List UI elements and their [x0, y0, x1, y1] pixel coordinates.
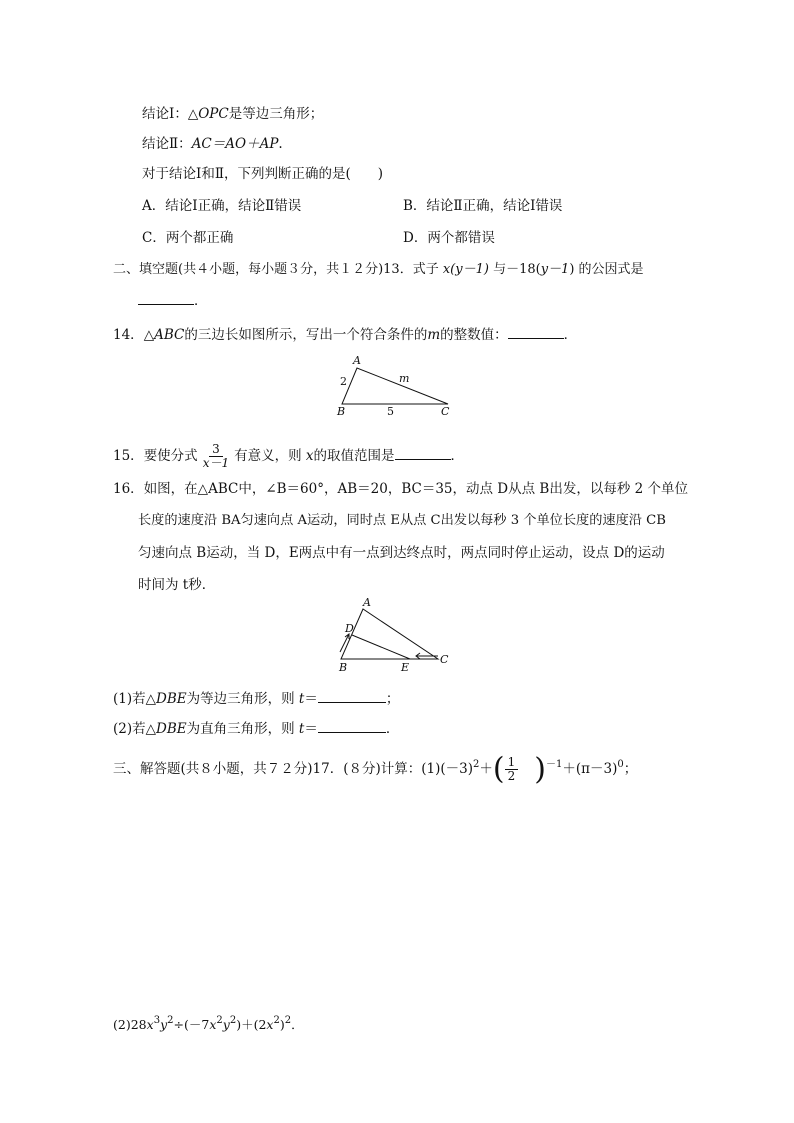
- conclusion-1: [142, 105, 323, 123]
- q13-answer-line: [138, 290, 208, 310]
- q17-plus: ＋: [479, 761, 493, 777]
- q16-sub1-var: DBE: [156, 691, 187, 707]
- q16-sub1: [113, 688, 399, 708]
- q16-sub2: [113, 718, 399, 738]
- q17-exponent: －1: [545, 759, 563, 770]
- q14-triangle: [342, 368, 448, 404]
- q13-expr1: x(y－1): [442, 262, 489, 277]
- triangle-symbol: △: [143, 327, 155, 343]
- section3-header: 三、解答题(共８小题，共７２分): [113, 761, 313, 777]
- q16-sub1-blank[interactable]: [318, 688, 386, 703]
- q15-var: x: [305, 448, 314, 464]
- q16-label-e: E: [401, 661, 410, 674]
- q14-label-b: B: [337, 405, 346, 418]
- q17-frac-den: 2: [507, 769, 516, 783]
- q17p2-div: ÷(－7: [173, 1017, 210, 1032]
- option-a: A．结论Ⅰ正确，结论Ⅱ错误: [142, 198, 302, 214]
- q16-sub1-t: t: [298, 691, 305, 707]
- q17-fraction: [505, 756, 519, 783]
- q15-blank[interactable]: [395, 445, 451, 460]
- q16-segment-de: [352, 635, 410, 659]
- q17p2-y1: y: [160, 1017, 168, 1032]
- q17p2-x1: x: [146, 1017, 154, 1032]
- q14-side-ab: 2: [340, 375, 347, 388]
- q17p2-x3: x: [266, 1017, 274, 1032]
- q14-side-ac: m: [399, 372, 410, 385]
- q17-right-paren: ): [534, 751, 546, 787]
- q15-text-a: 要使分式: [143, 448, 198, 464]
- q15-number: 15．: [113, 448, 144, 464]
- q16-label-d: D: [345, 622, 354, 635]
- q16-line1: [113, 480, 688, 498]
- q17p2-x1-exp: 3: [153, 1015, 161, 1026]
- q16-sub2-t: t: [298, 721, 305, 737]
- section3-line: [113, 750, 638, 787]
- q17p2-end: ．: [291, 1017, 304, 1032]
- q17p2-y1-exp: 2: [167, 1015, 174, 1026]
- q15-text-b: 有意义，则: [234, 448, 306, 464]
- q16-line4: 时间为 t秒．: [138, 577, 216, 593]
- section2-line: [113, 261, 644, 279]
- q17p2-close: ): [279, 1017, 285, 1032]
- q16-sub1-end: ；: [385, 691, 400, 707]
- q16-triangle: [341, 609, 438, 659]
- q13-mid: 与－18(: [488, 262, 541, 277]
- q14-blank[interactable]: [508, 324, 564, 339]
- q13-expr2: y－1: [540, 262, 570, 277]
- q17-part2: [113, 1012, 304, 1034]
- q17p2-x3-exp: 2: [273, 1015, 280, 1026]
- q15-frac-num: 3: [209, 443, 223, 457]
- q15-text-c: 的取值范围是: [313, 448, 395, 464]
- conclusion-2-end: .: [278, 136, 283, 152]
- q13-prefix: 13．式子: [383, 262, 443, 277]
- q17p2-outer-exp: 2: [284, 1015, 292, 1026]
- q17p2-x2-exp: 2: [216, 1015, 223, 1026]
- q17-end: ；: [623, 761, 638, 777]
- q17p2-mid: )＋(2: [236, 1017, 267, 1032]
- q13-end: ．: [194, 293, 208, 309]
- q17p2-prefix: (2)28: [113, 1017, 147, 1032]
- q16-triangle-figure: [330, 595, 460, 680]
- option-d: D．两个都错误: [403, 230, 495, 246]
- q15-line: [113, 441, 464, 471]
- conclusion-1-label: 结论Ⅰ：: [142, 106, 188, 122]
- q16-label-c: C: [440, 653, 449, 666]
- conclusion-2-label: 结论Ⅱ：: [142, 136, 192, 152]
- q14-number: 14．: [113, 327, 144, 343]
- q16-sub2-end: ．: [385, 721, 400, 737]
- conclusion-2: [142, 135, 283, 153]
- q16-line3: 匀速向点 B运动，当 D，E两点中有一点到达终点时，两点同时停止运动，设点 D的运动: [138, 545, 665, 561]
- conclusion-question: 对于结论Ⅰ和Ⅱ，下列判断正确的是( ): [142, 166, 384, 182]
- q17p2-y2: y: [222, 1017, 230, 1032]
- q14-line: [113, 324, 577, 344]
- q14-side-bc: 5: [387, 405, 394, 418]
- q17-prefix: 17．(８分)计算：(1)(－3): [312, 761, 474, 777]
- q15-end: ．: [450, 448, 465, 464]
- q16-text-1: 如图，在△ABC中，∠B＝60°，AB＝20，BC＝35，动点 D从点 B出发，以每秒 2 个单位: [143, 481, 689, 497]
- option-b: B．结论Ⅱ正确，结论Ⅰ错误: [403, 198, 563, 214]
- q17p2-y2-exp: 2: [229, 1015, 237, 1026]
- q13-blank[interactable]: [138, 290, 194, 305]
- q16-sub2-a: (2)若△: [113, 721, 157, 737]
- option-c: C．两个都正确: [142, 230, 234, 246]
- q14-end: ．: [563, 327, 578, 343]
- q16-sub2-blank[interactable]: [318, 718, 386, 733]
- q17-frac-num: 1: [505, 756, 519, 770]
- q16-line2: 长度的速度沿 BA匀速向点 A运动，同时点 E从点 C出发以每秒 3 个单位长度的速度沿 CB: [138, 513, 666, 528]
- conclusion-1-text: 是等边三角形；: [228, 106, 324, 122]
- conclusion-1-var: OPC: [198, 106, 229, 122]
- q17-left-paren: (: [492, 751, 505, 787]
- q14-var: ABC: [154, 327, 185, 343]
- q16-sub2-var: DBE: [156, 721, 187, 737]
- q17-square: 2: [473, 759, 480, 770]
- q16-sub2-eq: ＝: [304, 721, 318, 737]
- q17p2-x2: x: [209, 1017, 217, 1032]
- q16-sub1-a: (1)若△: [113, 691, 157, 707]
- q14-label-a: A: [353, 354, 361, 367]
- q14-text: 的三边长如图所示，写出一个符合条件的: [184, 327, 428, 343]
- q17-tail: ＋(π－3): [562, 761, 618, 777]
- q16-label-b: B: [339, 661, 348, 674]
- q15-frac-den: x－1: [202, 456, 230, 470]
- section2-header: 二、填空题(共４小题，每小题３分，共１２分): [113, 262, 384, 277]
- q16-number: 16．: [113, 481, 144, 497]
- q14-triangle-figure: [325, 352, 465, 422]
- q16-sub2-b: 为直角三角形，则: [186, 721, 299, 737]
- q16-label-a: A: [363, 596, 371, 609]
- q15-fraction: [200, 443, 232, 470]
- q13-suffix: ) 的公因式是: [569, 262, 644, 277]
- q14-text-c: 的整数值：: [440, 327, 508, 343]
- conclusion-2-formula: AC＝AO＋AP: [191, 136, 279, 152]
- q16-sub1-eq: ＝: [304, 691, 318, 707]
- q14-m: m: [427, 327, 441, 343]
- q14-label-c: C: [441, 405, 450, 418]
- q16-sub1-b: 为等边三角形，则: [186, 691, 299, 707]
- triangle-symbol: △: [187, 106, 199, 122]
- q17-zero-exp: 0: [617, 759, 624, 770]
